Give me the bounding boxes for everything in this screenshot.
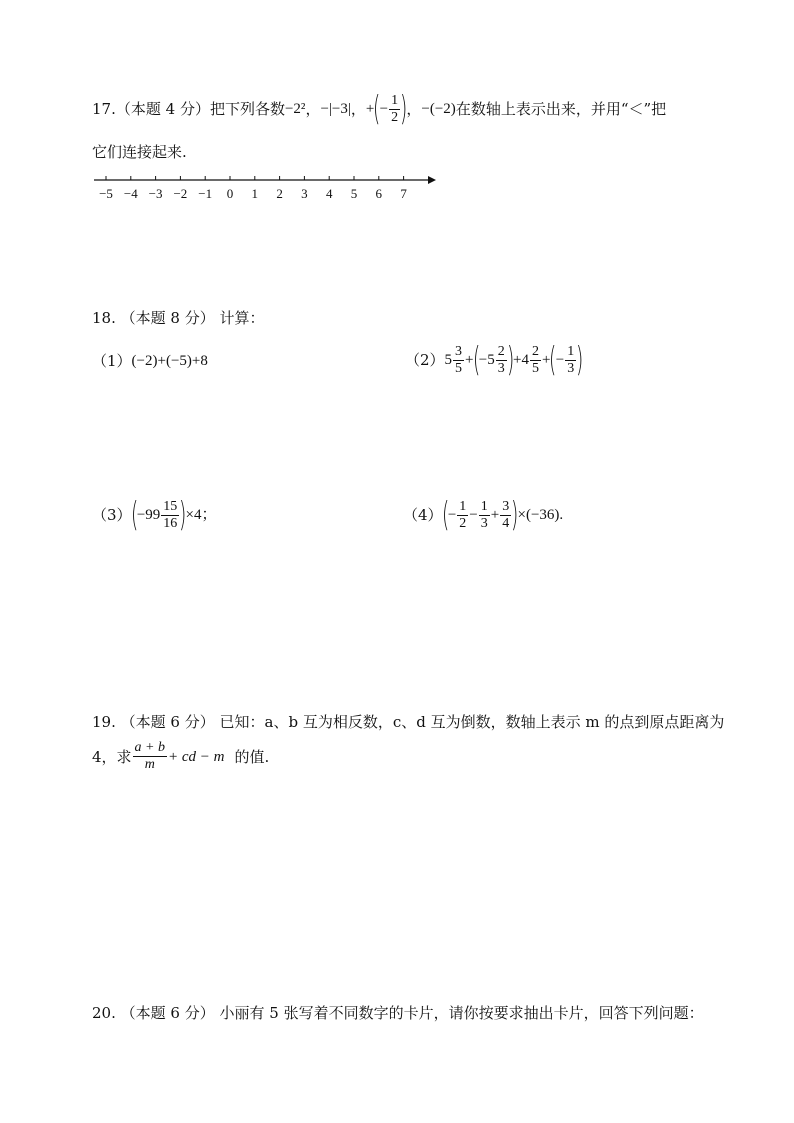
right-paren: ) xyxy=(511,495,519,535)
q17-item4: −(−2) xyxy=(421,101,456,117)
q18-score: （本题 8 分） xyxy=(120,309,215,327)
frac-den: 5 xyxy=(531,360,539,376)
number-line-tick-label: −4 xyxy=(123,186,138,201)
q18-p4-open: ( xyxy=(525,507,531,523)
q18-part2 xyxy=(405,340,584,380)
q18-p4-f2 xyxy=(479,499,490,532)
q19-frac-den: m xyxy=(144,757,155,772)
frac-den: 3 xyxy=(497,360,505,376)
q19-expr-tail: + cd − m xyxy=(168,748,225,765)
q18-p2-a-whole: 5 xyxy=(444,352,453,368)
minus-sign: − xyxy=(555,352,565,368)
frac-num: 3 xyxy=(502,498,510,514)
number-line-tick-label: 0 xyxy=(226,186,234,201)
q19-fraction xyxy=(133,740,167,773)
q18-heading xyxy=(92,308,265,328)
q17-line2: 它们连接起来. xyxy=(92,143,187,161)
q19-line1 xyxy=(92,712,724,732)
frac-den: 2 xyxy=(459,515,467,531)
q18-p4-label: （4） xyxy=(403,506,443,524)
left-paren: ( xyxy=(472,340,480,380)
q17-sep3: ， xyxy=(406,100,422,118)
q19-line2-a: 4，求 xyxy=(92,747,132,766)
q19-line2 xyxy=(92,740,269,773)
minus-sign: − xyxy=(447,507,457,523)
q17-minus: − xyxy=(379,101,389,117)
left-paren: ( xyxy=(130,495,138,535)
q17-sep1: ， xyxy=(305,100,321,118)
q18-text: 计算： xyxy=(219,309,265,327)
q17-frac-den: 2 xyxy=(391,109,399,125)
number-line-tick-label: 7 xyxy=(400,186,407,201)
frac-num: 1 xyxy=(567,343,575,359)
number-line xyxy=(92,174,437,202)
q18-p4-close: ) xyxy=(554,507,560,523)
q18-p4-end: . xyxy=(559,507,564,523)
q17-text-a: 把下列各数 xyxy=(209,100,285,118)
number-line-tick-label: 4 xyxy=(325,186,333,201)
q18-part3 xyxy=(92,495,217,535)
left-paren: ( xyxy=(549,340,557,380)
q17-item2: −|−3| xyxy=(320,101,351,117)
q18-p1-expr: (−2)+(−5)+8 xyxy=(131,353,208,369)
q18-p2-label: （2） xyxy=(405,351,445,369)
q18-p2-c-frac xyxy=(530,344,541,377)
number-line-tick-label: 5 xyxy=(350,186,358,201)
q18-p4-tail-val: −36 xyxy=(530,507,555,523)
q17-line1 xyxy=(92,89,667,129)
q19-score: （本题 6 分） xyxy=(120,713,215,731)
plus-sign: + xyxy=(541,352,551,368)
q17-text-b: 在数轴上表示出来，并用“＜”把 xyxy=(455,100,667,118)
q17-score: （本题 4 分） xyxy=(115,100,210,118)
number-line-tick-label: −5 xyxy=(99,186,113,201)
q18-p3-tail: ×4； xyxy=(185,507,217,523)
number-line-tick-label: 1 xyxy=(251,186,259,201)
q19-frac-num: a + b xyxy=(134,740,165,755)
right-paren: ) xyxy=(179,495,187,535)
frac-num: 1 xyxy=(459,498,467,514)
q17-item1: −2² xyxy=(284,101,306,117)
q20-text: 小丽有 5 张写着不同数字的卡片，请你按要求抽出卡片，回答下列问题： xyxy=(219,1004,704,1022)
q17-fraction xyxy=(389,93,400,126)
q18-p3-frac xyxy=(161,499,179,532)
q18-number: 18. xyxy=(92,309,116,327)
q20-number: 20. xyxy=(92,1004,116,1022)
q18-p3-whole: −99 xyxy=(136,507,161,523)
frac-num: 1 xyxy=(480,498,488,514)
frac-den: 16 xyxy=(163,515,178,531)
q20-line1 xyxy=(92,1003,704,1023)
left-paren: ( xyxy=(373,89,381,129)
q17-frac-num: 1 xyxy=(391,92,399,108)
frac-num: 3 xyxy=(455,343,463,359)
frac-num: 2 xyxy=(497,343,505,359)
minus-sign: − xyxy=(469,507,478,523)
plus-sign: + xyxy=(490,507,500,523)
q18-part1 xyxy=(92,351,208,371)
number-line-tick-label: 2 xyxy=(276,186,283,201)
left-paren: ( xyxy=(441,495,449,535)
right-paren: ) xyxy=(506,340,515,380)
q17-plus: + xyxy=(365,101,375,117)
q18-p4-times: × xyxy=(517,507,526,523)
q17-sep2: ， xyxy=(350,100,366,118)
frac-den: 3 xyxy=(567,360,575,376)
frac-den: 3 xyxy=(480,515,488,531)
right-paren: ) xyxy=(400,89,408,129)
q18-p4-f1 xyxy=(457,499,468,532)
q18-part4 xyxy=(403,495,564,535)
q18-p1-label: （1） xyxy=(92,352,132,370)
frac-num: 2 xyxy=(531,343,539,359)
q18-p3-label: （3） xyxy=(92,506,132,524)
plus-sign: + xyxy=(513,352,522,368)
q19-text: 已知：a、b 互为相反数，c、d 互为倒数，数轴上表示 m 的点到原点距离为 xyxy=(219,713,725,731)
q18-p2-b-whole: −5 xyxy=(478,352,495,368)
q18-p2-c-whole: 4 xyxy=(521,352,529,368)
q19-number: 19. xyxy=(92,713,116,731)
q20-score: （本题 6 分） xyxy=(120,1004,215,1022)
plus-sign: + xyxy=(465,352,474,368)
frac-den: 5 xyxy=(455,360,463,376)
frac-den: 4 xyxy=(502,515,510,531)
right-paren: ) xyxy=(576,340,584,380)
q18-p2-d-frac xyxy=(565,344,576,377)
frac-num: 15 xyxy=(163,498,178,514)
number-line-tick-label: −3 xyxy=(148,186,163,201)
number-line-tick-label: 3 xyxy=(301,186,308,201)
q18-p2-b-frac xyxy=(496,344,507,377)
number-line-tick-label: 6 xyxy=(375,186,383,201)
number-line-tick-label: −1 xyxy=(198,186,213,201)
q17-number: 17. xyxy=(92,100,116,118)
q18-p4-f3 xyxy=(500,499,511,532)
q18-p2-a-frac xyxy=(453,344,464,377)
q19-line2-b: 的值. xyxy=(234,747,270,766)
number-line-tick-label: −2 xyxy=(173,186,188,201)
